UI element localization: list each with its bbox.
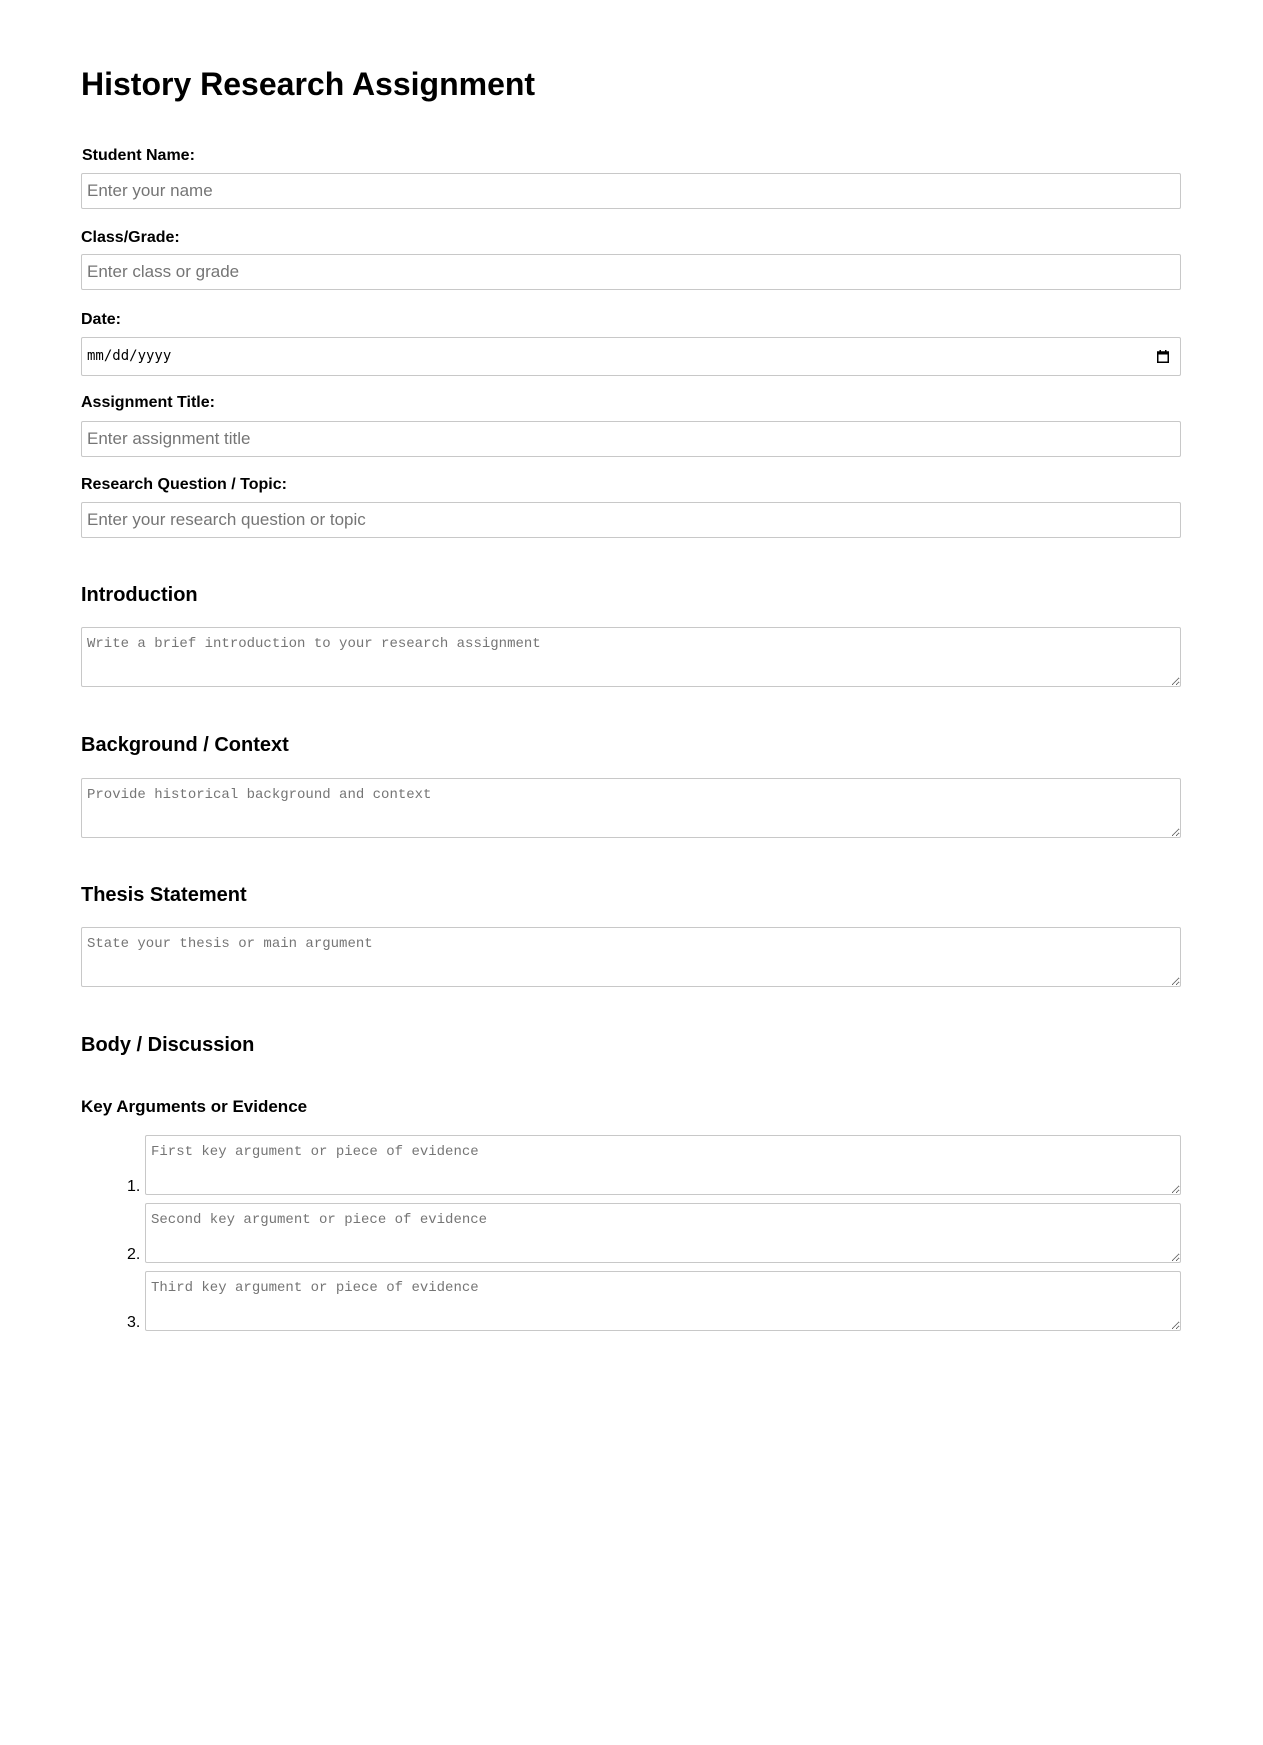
class-grade-label: Class/Grade: — [81, 229, 180, 246]
thesis-heading: Thesis Statement — [81, 884, 247, 906]
student-name-input[interactable] — [81, 173, 1181, 209]
body-heading: Body / Discussion — [81, 1034, 255, 1056]
date-input[interactable] — [81, 337, 1181, 376]
key-arguments-subheading: Key Arguments or Evidence — [81, 1097, 308, 1116]
list-item — [127, 1203, 1181, 1263]
introduction-textarea[interactable] — [81, 627, 1181, 687]
background-heading: Background / Context — [81, 734, 289, 756]
class-grade-input[interactable] — [81, 254, 1181, 290]
list-marker: 1. — [127, 1178, 141, 1195]
key-argument-3-textarea[interactable] — [145, 1271, 1181, 1331]
list-marker: 2. — [127, 1246, 141, 1263]
list-item — [127, 1135, 1181, 1195]
page-title: History Research Assignment — [81, 66, 536, 102]
date-placeholder: mm/dd/yyyy — [87, 348, 172, 364]
research-question-input[interactable] — [81, 502, 1181, 538]
background-textarea[interactable] — [81, 778, 1181, 838]
key-argument-2-textarea[interactable] — [145, 1203, 1181, 1263]
thesis-textarea[interactable] — [81, 927, 1181, 987]
research-question-label: Research Question / Topic: — [81, 476, 287, 493]
introduction-heading: Introduction — [81, 584, 198, 606]
student-name-label: Student Name: — [82, 147, 195, 164]
list-marker: 3. — [127, 1314, 141, 1331]
assignment-title-label: Assignment Title: — [81, 394, 215, 411]
calendar-icon[interactable] — [1157, 350, 1169, 363]
date-label: Date: — [81, 311, 122, 328]
key-argument-1-textarea[interactable] — [145, 1135, 1181, 1195]
assignment-title-input[interactable] — [81, 421, 1181, 457]
list-item — [127, 1271, 1181, 1331]
